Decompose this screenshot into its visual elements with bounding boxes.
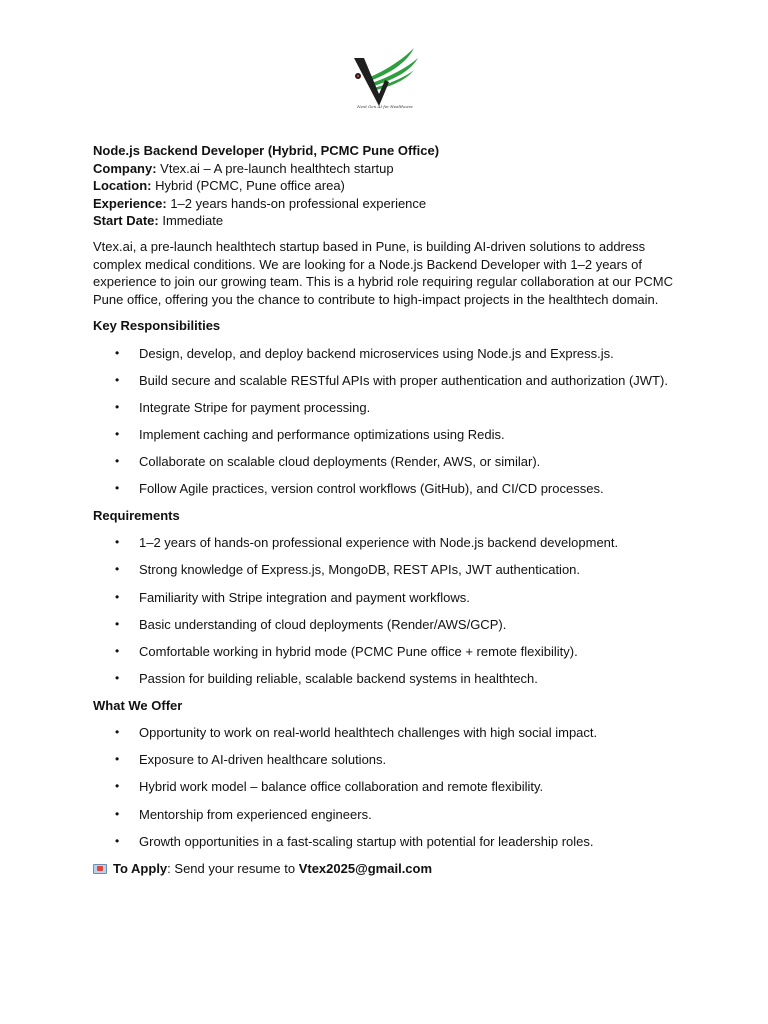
list-item-text: Exposure to AI-driven healthcare solutions. (139, 752, 387, 768)
list-item (93, 778, 678, 796)
list-item-text: 1–2 years of hands-on professional experience with Node.js backend development. (139, 535, 619, 551)
list-item (93, 806, 678, 824)
intro-paragraph: Vtex.ai, a pre-launch healthtech startup based in Pune, is building AI-driven solutions to address complex medical conditions. We are looking for a Node.js Backend Developer with 1–2 years of experience to join our growing team. This is a hybrid role requiring regular collaboration at our PCMC Pune office, offering you the chance to contribute to high-impact projects in the healthtech domain. (93, 238, 673, 307)
experience-label: Experience: (93, 195, 167, 211)
bullet-icon: • (115, 535, 120, 550)
list-item-text: Opportunity to work on real-world healthtech challenges with high social impact. (139, 724, 598, 740)
list-item (93, 751, 678, 769)
bullet-icon: • (115, 372, 120, 387)
start-date-value: Immediate (158, 213, 224, 229)
list-item (93, 372, 678, 390)
list-item-text: Hybrid work model – balance office collaboration and remote flexibility. (139, 779, 544, 795)
bullet-icon: • (115, 724, 120, 739)
list-item (93, 833, 678, 851)
bullet-icon: • (115, 833, 120, 848)
bullet-icon: • (115, 752, 120, 767)
location-line (93, 177, 678, 195)
offer-heading: What We Offer (93, 697, 183, 713)
list-item (93, 426, 678, 444)
list-item-text: Comfortable working in hybrid mode (PCMC Pune office + remote flexibility). (139, 644, 578, 659)
list-item-text: Growth opportunities in a fast-scaling startup with potential for leadership roles. (139, 833, 594, 849)
list-item-text: Basic understanding of cloud deployments (Render/AWS/GCP). (139, 616, 507, 632)
job-title: Node.js Backend Developer (Hybrid, PCMC Pune Office) (93, 143, 440, 158)
list-item (93, 480, 678, 498)
list-item-text: Passion for building reliable, scalable backend systems in healthtech. (139, 671, 538, 687)
bullet-icon: • (115, 345, 120, 360)
list-item (93, 724, 678, 742)
list-item (93, 616, 678, 634)
list-item (93, 589, 678, 607)
list-item-text: Mentorship from experienced engineers. (139, 806, 372, 822)
start-date-label: Start Date: (93, 213, 159, 229)
requirements-list (93, 534, 678, 688)
location-label: Location: (93, 178, 152, 194)
job-posting (93, 142, 678, 878)
location-value: Hybrid (PCMC, Pune office area) (151, 178, 345, 194)
apply-line (93, 860, 678, 878)
offer-list (93, 724, 678, 850)
list-item (93, 534, 678, 552)
list-item-text: Familiarity with Stripe integration and payment workflows. (139, 589, 470, 605)
bullet-icon: • (115, 779, 120, 794)
apply-text: : Send your resume to (167, 861, 299, 877)
bullet-icon: • (115, 671, 120, 686)
responsibilities-heading: Key Responsibilities (93, 318, 221, 334)
apply-label: To Apply (113, 861, 168, 877)
bullet-icon: • (115, 644, 120, 658)
company-value: Vtex.ai – A pre-launch healthtech startup (156, 160, 394, 176)
bullet-icon: • (115, 616, 120, 631)
company-line (93, 160, 678, 178)
bullet-icon: • (115, 399, 120, 414)
list-item-text: Strong knowledge of Express.js, MongoDB, REST APIs, JWT authentication. (139, 562, 581, 578)
list-item-text: Design, develop, and deploy backend microservices using Node.js and Express.js. (139, 345, 614, 361)
company-label: Company: (93, 160, 157, 176)
list-item-text: Collaborate on scalable cloud deployments (Render, AWS, or similar). (139, 454, 541, 470)
bullet-icon: • (115, 589, 120, 604)
list-item-text: Build secure and scalable RESTful APIs with proper authentication and authorization (JWT). (139, 372, 668, 388)
logo-tagline: Next Gen AI for Healthcare (357, 104, 413, 109)
list-item (93, 561, 678, 579)
experience-line (93, 195, 678, 213)
experience-value: 1–2 years hands-on professional experience (166, 195, 427, 211)
list-item (93, 453, 678, 471)
list-item-text: Follow Agile practices, version control workflows (GitHub), and CI/CD processes. (139, 481, 604, 497)
list-item (93, 670, 678, 688)
start-date-line (93, 212, 678, 230)
apply-email[interactable]: Vtex2025@gmail.com (298, 861, 433, 877)
bullet-icon: • (115, 454, 120, 469)
envelope-icon (93, 864, 107, 874)
list-item (93, 643, 678, 661)
bullet-icon: • (115, 481, 120, 496)
responsibilities-list (93, 345, 678, 499)
list-item (93, 399, 678, 417)
requirements-heading: Requirements (93, 508, 180, 524)
bullet-icon: • (115, 562, 120, 577)
bullet-icon: • (115, 806, 120, 821)
list-item (93, 345, 678, 363)
list-item-text: Integrate Stripe for payment processing. (139, 399, 371, 415)
list-item-text: Implement caching and performance optimizations using Redis. (139, 427, 505, 443)
bullet-icon: • (115, 427, 120, 442)
